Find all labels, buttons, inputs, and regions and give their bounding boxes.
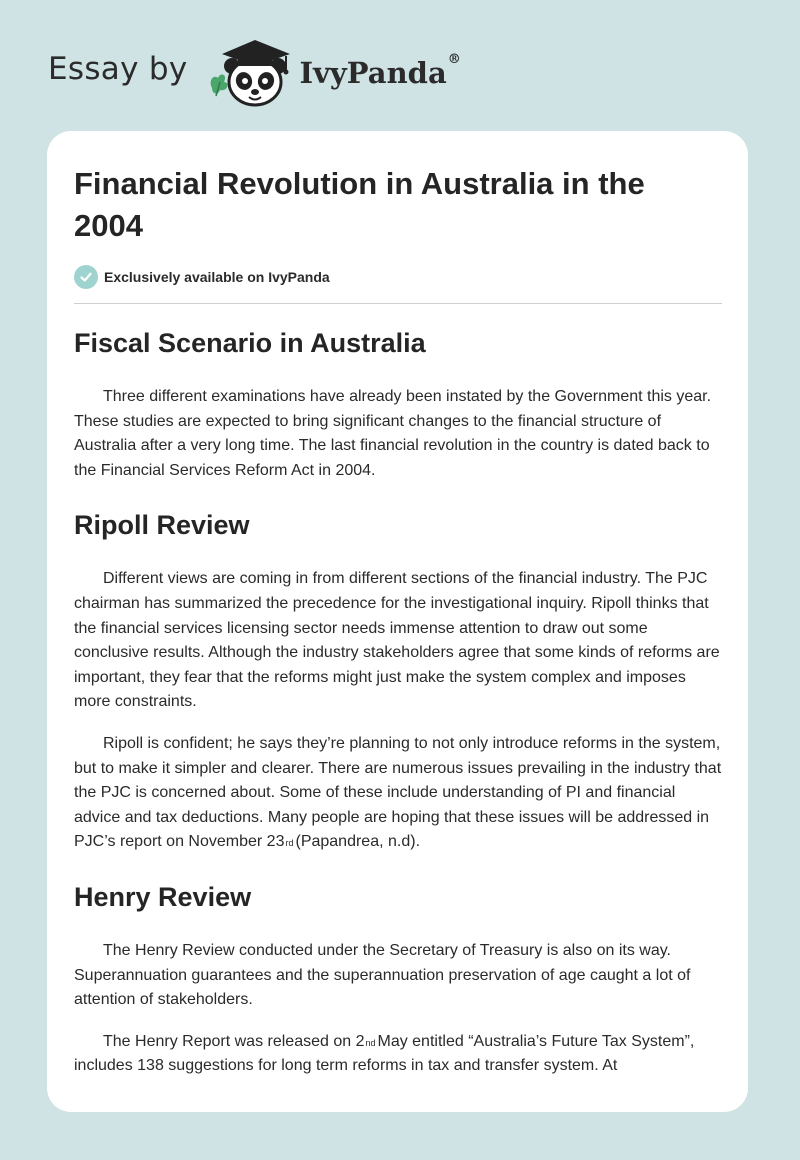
article-body <box>74 323 722 1096</box>
paragraph: Ripoll is confident; he says they’re planning to not only introduce reforms in the system, but to make it simpler and clearer. There are numerous issues prevailing in the industry that the PJC is concerned about. Some of these include understanding of PI and financial advice and tax deductions. Many people are hoping that these issues will be addressed in PJC’s report on November 23rd (Papandrea, n.d). <box>74 734 722 851</box>
section-ripoll-review <box>74 505 722 855</box>
site-header <box>48 36 461 108</box>
title-divider <box>74 303 722 304</box>
section-henry-review <box>74 877 722 1079</box>
checkmark-icon <box>74 265 98 289</box>
badge-label: Exclusively available on IvyPanda <box>104 269 330 285</box>
section-heading: Henry Review <box>74 881 252 912</box>
section-heading: Ripoll Review <box>74 510 250 541</box>
section-heading: Fiscal Scenario in Australia <box>74 328 426 358</box>
essay-card <box>47 131 748 1112</box>
paragraph: The Henry Review conducted under the Secretary of Treasury is also on its way. Superannuation guarantees and the superannuation preservation of age caught a lot of attention of stakeholders. <box>74 941 691 1009</box>
exclusive-badge <box>74 265 330 289</box>
paragraph: Three different examinations have already been instated by the Government this year. These studies are expected to bring significant changes to the financial structure of Australia after a very long time. The last financial revolution in the country is dated back to the Financial Services Reform Act in 2004. <box>74 388 712 479</box>
paragraph: The Henry Report was released on 2nd May entitled “Australia’s Future Tax System”, includes 138 suggestions for long term reforms in tax and transfer system. At <box>74 1032 695 1075</box>
essay-by-label: Essay by <box>48 51 188 87</box>
paragraph: Different views are coming in from different sections of the financial industry. The PJC chairman has summarized the precedence for the investigational inquiry. Ripoll thinks that the financial services licensing sector needs immense attention to draw out some conclusive results. Although the industry stakeholders agree that some kinds of reforms are important, they fear that the reforms might just make the system complex and imposes more constraints. <box>74 570 720 711</box>
panda-logo-icon[interactable] <box>202 36 298 108</box>
trademark-symbol: ® <box>447 52 461 67</box>
page-title: Financial Revolution in Australia in the 2004 <box>74 166 645 243</box>
ordinal-suffix: rd <box>285 838 294 849</box>
ordinal-suffix: nd <box>365 1037 376 1048</box>
section-fiscal-scenario <box>74 323 722 483</box>
brand-name[interactable]: IvyPanda® <box>299 52 461 90</box>
